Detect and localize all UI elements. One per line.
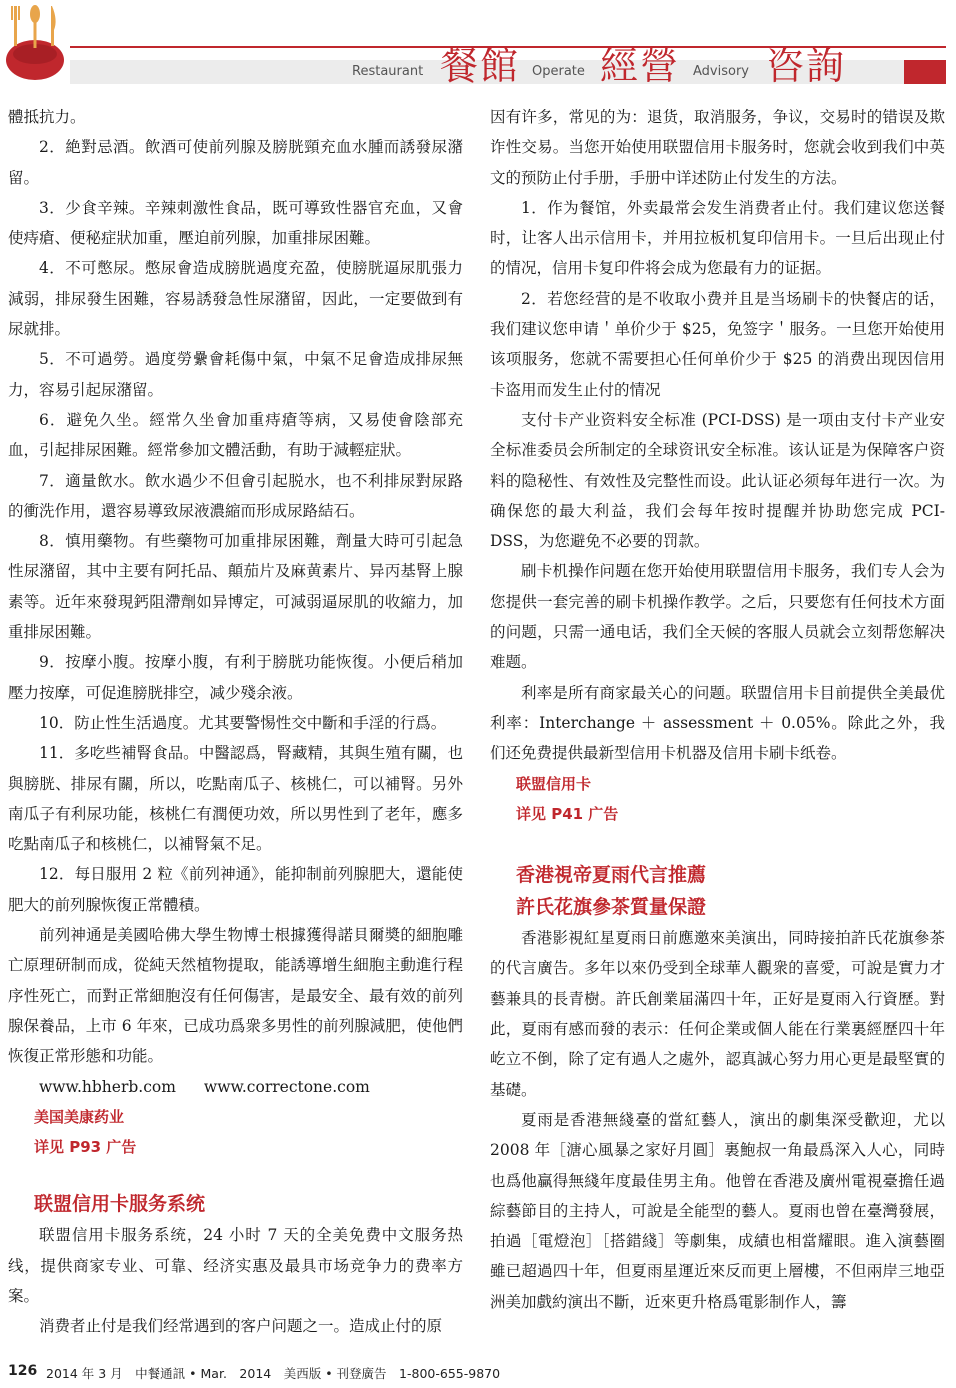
right-column xyxy=(490,102,945,1317)
header-cjk-consult: 咨詢 xyxy=(766,44,847,88)
paragraph: 10．防止性生活過度。尤其要警惕性交中斷和手淫的行爲。 xyxy=(39,713,447,732)
ad-reference: 详见 P41 广告 xyxy=(516,804,619,823)
paragraph: 香港影視紅星夏雨日前應邀來美演出，同時接拍許氏花旗參茶的代言廣告。多年以來仍受到全球華人觀衆的喜愛，可說是實力才藝兼具的長青樹。許氏創業届滿四十年，正好是夏雨入行資歷。對此，夏雨有感而發的表示：任何企業或個人能在行業裏經歷四十年屹立不倒，除了定有過人之處外，認真誠心努力用心更是最堅實的基礎。 xyxy=(490,929,945,1099)
left-column xyxy=(8,102,463,1342)
ad-advertiser: 联盟信用卡 xyxy=(516,774,592,793)
footer-info: 2014 年 3 月 中餐通訊 • Mar. 2014 美西版 • 刊登廣告 1-800-655-9870 xyxy=(46,1366,501,1381)
paragraph: 消费者止付是我们经常遇到的客户问题之一。造成止付的原 xyxy=(39,1317,443,1336)
paragraph: 前列神通是美國哈佛大學生物博士根據獲得諾貝爾奬的細胞雕亡原理研制而成，從純天然植物提取，能誘導增生細胞主動進行程序性死亡，而對正常細胞沒有任何傷害，是最安全、最有效的前列腺保養品，上市 6 年來，已成功爲衆多男性的前列腺減肥，使他們恢復正常形態和功能。 xyxy=(8,926,463,1066)
paragraph: 7．適量飲水。飲水過少不但會引起脱水，也不利排尿對尿路的衝洗作用，還容易導致尿液濃縮而形成尿路結石。 xyxy=(8,471,463,520)
header-word-restaurant: Restaurant xyxy=(352,64,424,79)
paragraph: 12．每日服用 2 粒《前列神通》，能抑制前列腺肥大，還能使肥大的前列腺恢復正常體積。 xyxy=(8,865,463,914)
paragraph: 體抵抗力。 xyxy=(8,108,86,126)
paragraph: 8．慎用藥物。有些藥物可加重排尿困難，劑量大時可引起急性尿潴留，其中主要有阿托品、顛茄片及麻黄素片、异丙基腎上腺素等。近年來發現鈣阻滯劑如异博定，可減弱逼尿肌的收縮力，加重排尿困難。 xyxy=(8,532,463,642)
header-band-accent xyxy=(904,60,946,84)
ad-advertiser: 美国美康药业 xyxy=(34,1107,125,1126)
website-link[interactable]: www.correctone.com xyxy=(203,1077,370,1096)
paragraph: 6．避免久坐。經常久坐會加重痔瘡等病，又易使會陰部充血，引起排尿困難。經常參加文體活動，有助于減輕症狀。 xyxy=(8,410,463,460)
paragraph: 刷卡机操作问题在您开始使用联盟信用卡服务，我们专人会为您提供一套完善的刷卡机操作教学。之后，只要您有任何技术方面的问题，只需一通电话，我们全天候的客服人员就会立刻帮您解决难题。 xyxy=(490,562,945,672)
paragraph: 3．少食辛辣。辛辣刺激性食品，既可導致性器官充血，又會使痔瘡、便秘症狀加重，壓迫前列腺，加重排尿困難。 xyxy=(8,198,463,248)
paragraph: 因有许多，常见的为：退货，取消服务，争议，交易时的错误及欺诈性交易。当您开始使用联盟信用卡服务时，您就会收到我们中英文的预防止付手册，手册中详述防止付发生的方法。 xyxy=(490,108,945,187)
header-cjk-dining: 餐館 xyxy=(440,44,521,88)
paragraph: 5．不可過勞。過度勞纍會耗傷中氣，中氣不足會造成排尿無力，容易引起尿潴留。 xyxy=(8,350,463,399)
paragraph: 2．若您经营的是不收取小费并且是当场刷卡的快餐店的话，我们建议您申请＇单价少于 $25，免签字＇服务。一旦您开始使用该项服务，您就不需要担心任何单价少于 $25 的消费出现因信用卡盗用而发生止付的情况 xyxy=(490,289,945,399)
section-title: 香港視帝夏雨代言推薦 xyxy=(516,864,707,887)
website-link[interactable]: www.hbherb.com xyxy=(39,1077,176,1096)
paragraph: 联盟信用卡服务系统，24 小时 7 天的全美免费中文服务热线，提供商家专业、可靠、经济实惠及最具市场竞争力的费率方案。 xyxy=(8,1226,463,1305)
ad-reference: 详见 P93 广告 xyxy=(34,1138,137,1157)
page-header xyxy=(0,0,956,92)
header-word-operate: Operate xyxy=(532,64,585,79)
paragraph: 11．多吃些補腎食品。中醫認爲，腎藏精，其與生殖有關，也與膀胱、排尿有關，所以，吃點南瓜子、核桃仁，可以補腎。另外南瓜子有利尿功能，核桃仁有潤便功效，所以男性到了老年，應多吃點南瓜子和核桃仁，以補腎氣不足。 xyxy=(8,744,463,854)
paragraph: 1．作为餐馆，外卖最常会发生消费者止付。我们建议您送餐时，让客人出示信用卡，并用拉板机复印信用卡。一旦后出现止付的情况，信用卡复印件将会成为您最有力的证据。 xyxy=(490,198,945,278)
section-title: 联盟信用卡服务系统 xyxy=(34,1193,206,1216)
chef-hat-utensils-logo xyxy=(4,2,66,80)
page-footer xyxy=(0,1356,956,1388)
section-title: 許氏花旗參茶質量保證 xyxy=(516,896,707,919)
paragraph: 2．絶對忌酒。飲酒可使前列腺及膀胱頸充血水腫而誘發尿潴留。 xyxy=(8,138,463,187)
paragraph: 4．不可憋尿。憋尿會造成膀胱過度充盈，使膀胱逼尿肌張力減弱，排尿發生困難，容易誘發急性尿潴留，因此，一定要做到有尿就排。 xyxy=(8,259,463,339)
header-word-advisory: Advisory xyxy=(693,64,749,79)
paragraph: 支付卡产业资料安全标准 (PCI-DSS) 是一项由支付卡产业安全标准委员会所制定的全球资讯安全标准。该认证是为保障客户资料的隐秘性、有效性及完整性而设。此认证必须每年进行一次。为确保您的最大利益，我们会每年按时提醒并协助您完成 PCI-DSS，为您避免不必要的罚款。 xyxy=(490,410,945,551)
paragraph: 夏雨是香港無綫臺的當紅藝人，演出的劇集深受歡迎，尤以 2008 年［溏心風暴之家好月圓］裏鮑叔一角最爲深入人心，同時也爲他贏得無綫年度最佳男主角。他曾在香港及廣州電視臺擔任過綜藝節目的主持人，可說是全能型的藝人。夏雨也曾在臺灣發展，拍過［電燈泡］［搭錯綫］等劇集，成績也相當耀眼。進入演藝圈雖已超過四十年，但夏雨星運近來反而更上層樓，不但兩岸三地亞洲美加戲約演出不斷，近來更升格爲電影制作人，籌 xyxy=(490,1110,945,1311)
paragraph: 9．按摩小腹。按摩小腹，有利于膀胱功能恢復。小便后稍加壓力按摩，可促進膀胱排空，减少殘余液。 xyxy=(8,653,463,702)
header-cjk-operation: 經營 xyxy=(600,44,681,88)
paragraph: 利率是所有商家最关心的问题。联盟信用卡目前提供全美最优利率：Interchange ＋ assessment ＋ 0.05%。除此之外，我们还免费提供最新型信用卡机器及信用卡刷卡纸卷。 xyxy=(490,683,945,763)
website-line xyxy=(8,1072,463,1102)
page-number: 126 xyxy=(8,1363,38,1379)
